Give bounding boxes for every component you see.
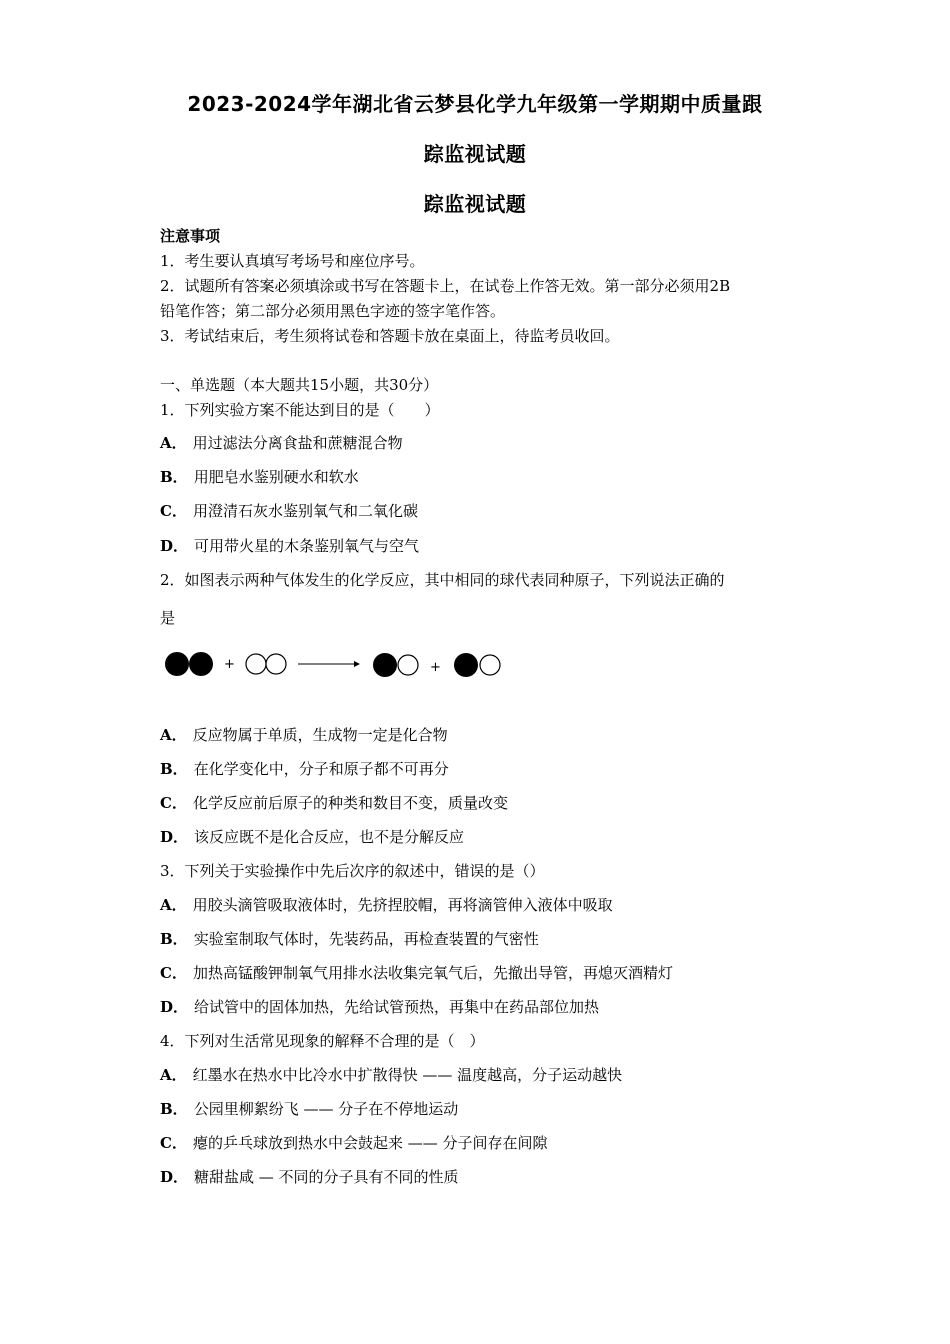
question-4-option-a: A． 红墨水在热水中比冷水中扩散得快 —— 温度越高，分子运动越快 (160, 1066, 623, 1084)
question-3-option-c: C． 加热高锰酸钾制氧气用排水法收集完氧气后，先撤出导管，再熄灭酒精灯 (160, 964, 673, 982)
question-3-option-b: B． 实验室制取气体时，先装药品，再检查装置的气密性 (160, 930, 539, 948)
notice-item: 铅笔作答；第二部分必须用黑色字迹的签字笔作答。 (160, 302, 506, 320)
black-atom (373, 653, 397, 677)
question-1-option-c: C． 用澄清石灰水鉴别氧气和二氧化碳 (160, 502, 418, 520)
arrow-head (354, 661, 360, 667)
question-1-option-b: B． 用肥皂水鉴别硬水和软水 (160, 468, 359, 486)
notice-item: 3．考试结束后，考生须将试卷和答题卡放在桌面上，待监考员收回。 (160, 327, 620, 345)
question-3-option-a: A． 用胶头滴管吸取液体时，先挤捏胶帽，再将滴管伸入液体中吸取 (160, 896, 613, 914)
question-3-option-d: D． 给试管中的固体加热，先给试管预热，再集中在药品部位加热 (160, 998, 600, 1016)
paper-title-line3: 踪监视试题 (423, 192, 527, 216)
question-4-option-b: B． 公园里柳絮纷飞 —— 分子在不停地运动 (160, 1100, 459, 1118)
paper-title-line2: 踪监视试题 (423, 142, 527, 166)
question-4-option-c: C． 瘪的乒乓球放到热水中会鼓起来 —— 分子间存在间隙 (160, 1134, 548, 1152)
black-atom (165, 652, 189, 676)
white-atom (398, 655, 418, 675)
section-heading: 一、单选题（本大题共15小题，共30分） (160, 376, 439, 394)
question-4-option-d: D． 糖甜盐咸 — 不同的分子具有不同的性质 (160, 1168, 459, 1186)
question-2-option-d: D． 该反应既不是化合反应，也不是分解反应 (160, 828, 465, 846)
question-2-option-c: C． 化学反应前后原子的种类和数目不变，质量改变 (160, 794, 508, 812)
plus-sign: + (224, 657, 235, 672)
question-2-option-a: A． 反应物属于单质，生成物一定是化合物 (160, 726, 448, 744)
question-2-stem-continued: 是 (160, 609, 176, 627)
question-4-stem: 4．下列对生活常见现象的解释不合理的是（ ） (160, 1032, 485, 1050)
notice-item: 2．试题所有答案必须填涂或书写在答题卡上，在试卷上作答无效。第一部分必须用2B (160, 277, 731, 295)
question-1-option-a: A． 用过滤法分离食盐和蔗糖混合物 (160, 434, 403, 452)
question-1-option-d: D． 可用带火星的木条鉴别氧气与空气 (160, 537, 420, 555)
question-1-stem: 1．下列实验方案不能达到目的是（ ） (160, 401, 440, 419)
question-2-stem: 2．如图表示两种气体发生的化学反应，其中相同的球代表同种原子，下列说法正确的 (160, 571, 725, 589)
notice-heading: 注意事项 (160, 227, 221, 245)
white-atom (480, 655, 500, 675)
notice-item: 1．考生要认真填写考场号和座位序号。 (160, 252, 425, 270)
white-atom (246, 654, 266, 674)
question-3-stem: 3．下列关于实验操作中先后次序的叙述中，错误的是（） (160, 862, 545, 880)
white-atom (266, 654, 286, 674)
black-atom (454, 653, 478, 677)
question-2-option-b: B． 在化学变化中，分子和原子都不可再分 (160, 760, 449, 778)
plus-sign: + (430, 660, 441, 675)
black-atom (189, 652, 213, 676)
paper-title-line1: 2023-2024学年湖北省云梦县化学九年级第一学期期中质量跟 (187, 92, 763, 116)
reaction-diagram (160, 645, 520, 685)
